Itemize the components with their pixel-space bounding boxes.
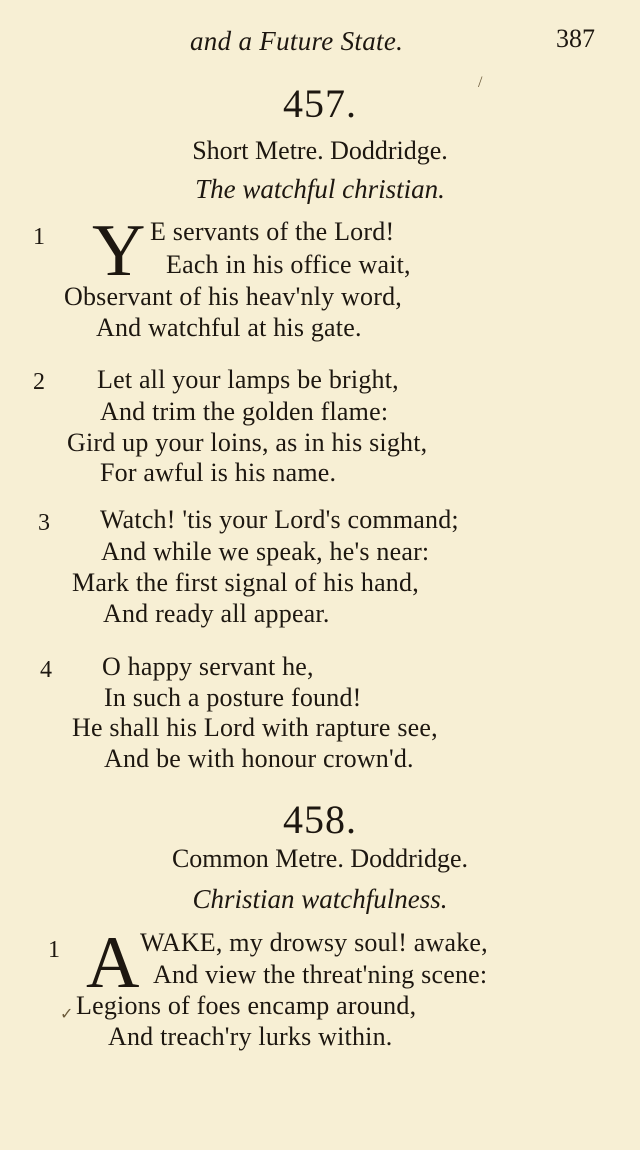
verse-number: 4 bbox=[40, 657, 52, 683]
verse-line: And watchful at his gate. bbox=[96, 313, 362, 342]
drop-cap: Y bbox=[92, 210, 146, 292]
verse-line: And ready all appear. bbox=[103, 599, 330, 628]
verse-line: For awful is his name. bbox=[100, 458, 337, 487]
page-number: 387 bbox=[556, 24, 595, 53]
ink-mark: / bbox=[478, 74, 483, 91]
verse-line: WAKE, my drowsy soul! awake, bbox=[140, 928, 488, 957]
verse-number: 1 bbox=[33, 224, 45, 250]
verse-line: E servants of the Lord! bbox=[150, 217, 395, 246]
verse-line: Let all your lamps be bright, bbox=[97, 365, 399, 394]
verse-number: 3 bbox=[38, 510, 50, 536]
verse-line: And while we speak, he's near: bbox=[101, 537, 430, 566]
verse-line: In such a posture found! bbox=[104, 683, 362, 712]
hymn-457-subject: The watchful christian. bbox=[195, 174, 445, 204]
verse-number: 1 bbox=[48, 937, 60, 963]
running-header: and a Future State. bbox=[190, 26, 404, 56]
verse-line: Watch! 'tis your Lord's command; bbox=[100, 505, 459, 534]
verse-line: He shall his Lord with rapture see, bbox=[72, 713, 438, 742]
verse-line: Gird up your loins, as in his sight, bbox=[67, 428, 428, 457]
hymn-458-subject: Christian watchfulness. bbox=[192, 884, 448, 914]
drop-cap: A bbox=[86, 922, 140, 1004]
ink-mark: ✓ bbox=[60, 1006, 74, 1023]
verse-line: And treach'ry lurks within. bbox=[108, 1022, 393, 1051]
verse-line: And view the threat'ning scene: bbox=[153, 960, 488, 989]
verse-number: 2 bbox=[33, 369, 45, 395]
hymn-458-meter: Common Metre. Doddridge. bbox=[171, 844, 469, 873]
verse-line: And trim the golden flame: bbox=[100, 397, 389, 426]
verse-line: Each in his office wait, bbox=[166, 250, 411, 279]
verse-line: Legions of foes encamp around, bbox=[76, 991, 417, 1020]
hymn-number-457: 457. bbox=[283, 81, 357, 126]
hymn-number-458: 458. bbox=[283, 797, 357, 842]
verse-line: Observant of his heav'nly word, bbox=[64, 282, 402, 311]
hymn-457-meter: Short Metre. Doddridge. bbox=[192, 136, 448, 165]
verse-line: Mark the first signal of his hand, bbox=[72, 568, 419, 597]
verse-line: O happy servant he, bbox=[102, 652, 314, 681]
verse-line: And be with honour crown'd. bbox=[104, 744, 414, 773]
